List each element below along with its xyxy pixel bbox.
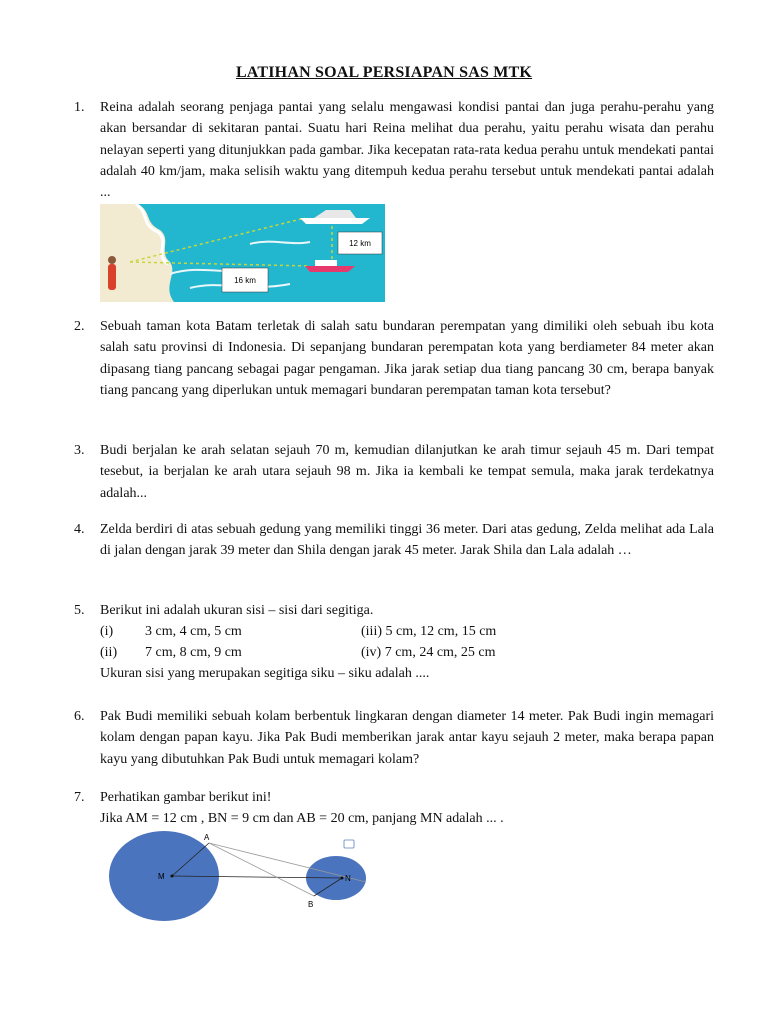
tangent-circles-figure xyxy=(108,830,388,930)
question-text: Pak Budi memiliki sebuah kolam berbentuk lingkaran dengan diameter 14 meter. Pak Budi ingin memagari kolam dengan papan kayu. Jika Pak Budi memberikan jarak antar kayu sejauh 2 meter, maka berapa papan kayu yang dibutuhkan Pak Budi untuk memagari kolam? xyxy=(100,709,714,767)
yacht-icon xyxy=(300,218,370,224)
option-value: (iv) 7 cm, 24 cm, 25 cm xyxy=(361,645,496,661)
question-4 xyxy=(74,519,714,562)
option-number: (i) xyxy=(100,624,114,640)
point-n xyxy=(341,877,344,880)
option-value: (iii) 5 cm, 12 cm, 15 cm xyxy=(361,624,497,640)
option-row xyxy=(100,621,714,642)
person-icon xyxy=(108,264,116,290)
question-text: Perhatikan gambar berikut ini! xyxy=(100,790,272,805)
question-number: 6. xyxy=(74,709,85,724)
question-number: 2. xyxy=(74,319,85,334)
point-m xyxy=(171,875,174,878)
boats-figure xyxy=(100,204,385,302)
label-b: B xyxy=(308,900,314,909)
option-value: 3 cm, 4 cm, 5 cm xyxy=(145,624,242,640)
option-value: 7 cm, 8 cm, 9 cm xyxy=(145,645,242,661)
question-text: Sebuah taman kota Batam terletak di salah satu bundaran perempatan yang dimiliki oleh sebuah ibu kota salah satu provinsi di Indonesia. Di sepanjang bundaran perempatan kota yang berdiameter 84 meter akan dipasang tiang pancang sebagai pagar pengaman. Jika jarak setiap dua tiang pancang 30 cm, berapa banyak tiang pancang yang diperlukan untuk memagari bundaran perempatan taman kota tersebut? xyxy=(100,319,714,398)
question-text: Reina adalah seorang penjaga pantai yang selalu mengawasi kondisi pantai dan juga perahu-perahu yang akan bersandar di sekitaran pantai. Suatu hari Reina melihat dua perahu, yaitu perahu wisata dan perahu nelayan seperti yang ditunjukkan pada gambar. Jika kecepatan rata-rata kedua perahu untuk mendekati pantai adalah 40 km/jam, maka selisih waktu yang ditempuh kedua perahu tersebut untuk mendekati pantai adalah ... xyxy=(100,100,714,201)
distance-label-16km: 16 km xyxy=(234,276,256,285)
distance-label-12km: 12 km xyxy=(349,239,371,248)
question-5 xyxy=(74,600,714,685)
page-title: LATIHAN SOAL PERSIAPAN SAS MTK xyxy=(235,64,533,81)
question-number: 5. xyxy=(74,603,85,618)
question-6 xyxy=(74,706,714,770)
label-m: M xyxy=(158,872,165,881)
question-7 xyxy=(74,787,714,830)
question-number: 7. xyxy=(74,790,85,805)
question-1 xyxy=(74,97,714,203)
person-head-icon xyxy=(108,256,116,264)
question-followup: Ukuran sisi yang merupakan segitiga siku – siku adalah .... xyxy=(100,666,430,682)
option-row xyxy=(100,642,714,663)
fishing-boat-cabin-icon xyxy=(315,260,337,266)
question-number: 4. xyxy=(74,522,85,537)
question-number: 1. xyxy=(74,100,85,115)
label-n: N xyxy=(345,874,351,883)
question-3 xyxy=(74,440,714,504)
question-number: 3. xyxy=(74,443,85,458)
question-text: Berikut ini adalah ukuran sisi – sisi dari segitiga. xyxy=(100,603,374,618)
fishing-boat-icon xyxy=(305,266,355,272)
expand-icon xyxy=(344,840,354,848)
question-text: Zelda berdiri di atas sebuah gedung yang memiliki tinggi 36 meter. Dari atas gedung, Zelda melihat ada Lala di jalan dengan jarak 39 meter dan Shila dengan jarak 45 meter. Jarak Shila dan Lala adalah … xyxy=(100,522,714,559)
question-text: Budi berjalan ke arah selatan sejauh 70 m, kemudian dilanjutkan ke arah timur sejauh 45 m. Dari tempat tesebut, ia berjalan ke arah utara sejauh 98 m. Jika ia kembali ke tempat semula, maka jarak terdekatnya adalah... xyxy=(100,443,714,501)
question-text-line2: Jika AM = 12 cm , BN = 9 cm dan AB = 20 cm, panjang MN adalah ... . xyxy=(100,811,504,827)
options-list xyxy=(100,621,714,663)
tangent-line-ab xyxy=(209,843,314,896)
option-number: (ii) xyxy=(100,645,118,661)
question-2 xyxy=(74,316,714,401)
label-a: A xyxy=(204,833,210,842)
